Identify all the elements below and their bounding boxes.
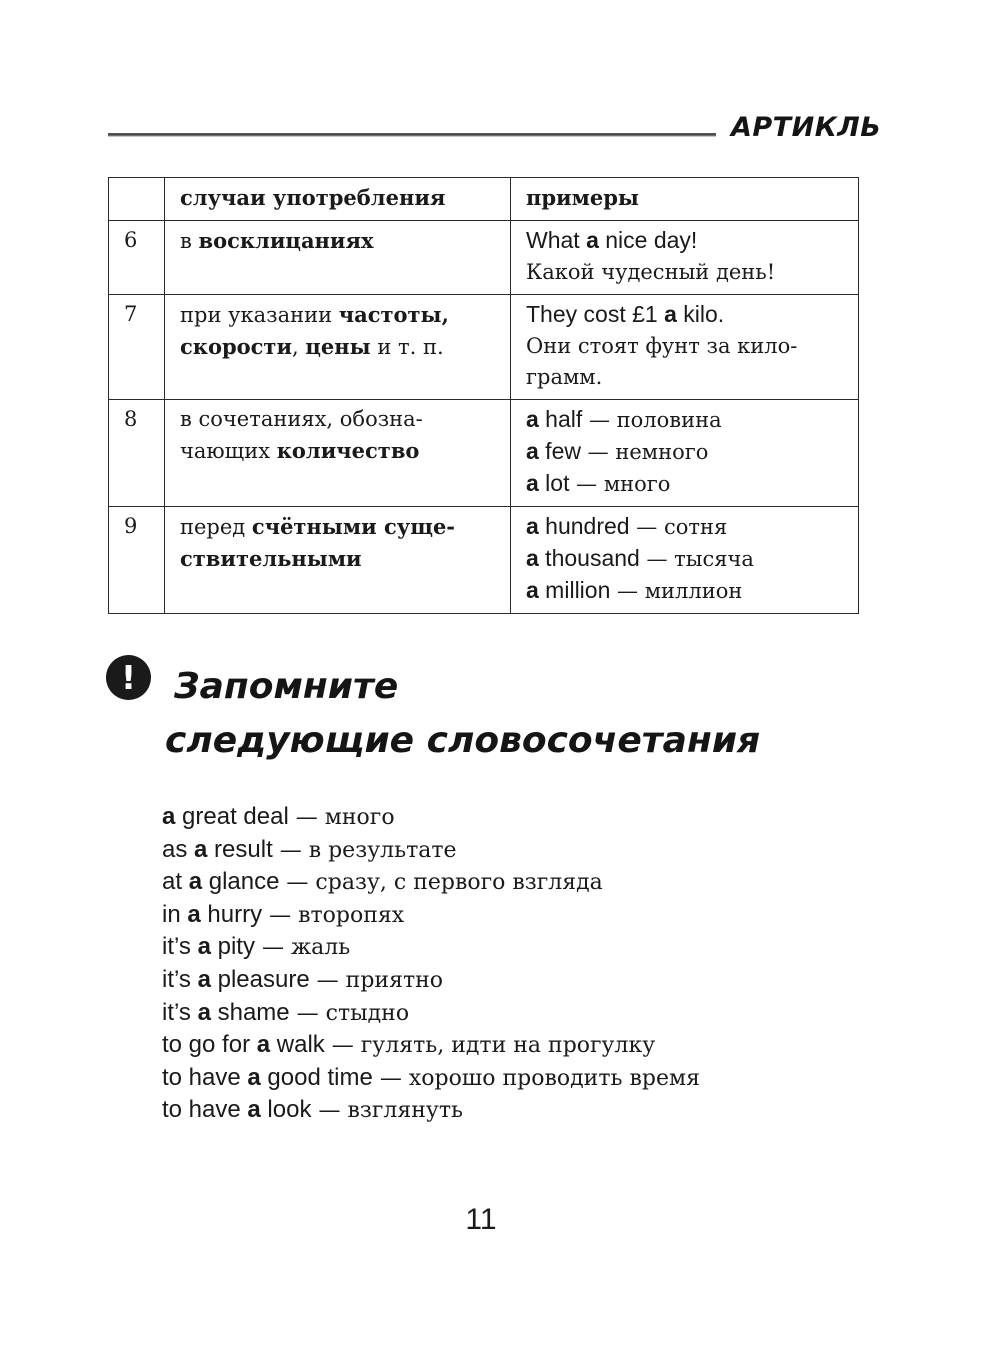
exclamation-icon: !: [106, 655, 151, 700]
phrase-word: great deal: [175, 803, 289, 830]
example-translation: — половина: [582, 408, 722, 432]
example-article: a: [526, 577, 539, 603]
phrase-item: [162, 964, 922, 997]
table-row: [109, 507, 859, 614]
phrase-item: [162, 931, 922, 964]
usage-table: [108, 177, 859, 614]
usage-keyword: частоты,: [338, 302, 449, 327]
phrase-lead: at: [162, 868, 189, 896]
phrase-translation: — много: [288, 805, 395, 830]
row-examples: [511, 400, 859, 507]
notice-title-line2: следующие словосочетания: [165, 720, 761, 761]
example-line: [526, 331, 846, 393]
row-number: 6: [109, 221, 165, 295]
phrase-word: walk: [270, 1031, 325, 1059]
example-english: thousand: [538, 545, 640, 571]
example-article: a: [664, 301, 677, 327]
header-usage: случаи употребления: [165, 178, 511, 221]
example-english: nice day!: [598, 227, 698, 253]
row-number: 8: [109, 400, 165, 507]
phrase-lead: to go for: [162, 1031, 257, 1059]
example-line: [526, 299, 846, 331]
example-english: hundred: [538, 513, 630, 539]
example-translation: — много: [569, 472, 671, 496]
usage-keyword: счётными суще-ствительными: [180, 514, 456, 571]
phrase-translation: — гулять, идти на прогулку: [324, 1033, 656, 1059]
example-line: [526, 436, 846, 468]
phrase-translation: — хорошо проводить время: [372, 1065, 700, 1091]
phrase-article: a: [197, 998, 211, 1026]
usage-keyword: количество: [276, 438, 420, 463]
example-article: a: [526, 545, 539, 571]
phrase-item: [162, 801, 922, 834]
example-english: few: [538, 438, 581, 464]
phrase-article: a: [256, 1031, 271, 1059]
phrase-list: [162, 801, 922, 1127]
row-number: 9: [109, 507, 165, 614]
phrase-word: glance: [202, 868, 280, 896]
phrase-lead: to have: [162, 1063, 248, 1091]
header-examples: примеры: [511, 178, 859, 221]
example-article: a: [526, 470, 539, 496]
phrase-lead: it’s: [162, 998, 198, 1026]
example-translation: Какой чудесный день!: [526, 260, 776, 284]
phrase-translation: — приятно: [309, 967, 444, 993]
example-translation: Они стоят фунт за кило-грамм.: [526, 334, 798, 389]
phrase-translation: — в результате: [272, 837, 457, 863]
example-line: [526, 543, 846, 575]
example-translation: — миллион: [610, 579, 743, 603]
header-number: [109, 178, 165, 221]
row-number: 7: [109, 295, 165, 400]
phrase-item: [162, 997, 922, 1030]
phrase-item: [162, 1062, 922, 1095]
phrase-item: [162, 1029, 922, 1062]
usage-keyword: восклицаниях: [198, 228, 374, 253]
usage-keyword: скорости: [180, 334, 293, 359]
example-english: What: [526, 227, 587, 253]
phrase-item: [162, 866, 922, 899]
table-row: [109, 221, 859, 295]
usage-text: при указании: [180, 303, 339, 327]
phrase-word: hurry: [200, 900, 263, 928]
phrase-translation: — взглянуть: [311, 1098, 463, 1124]
example-article: a: [526, 406, 539, 432]
phrase-article: a: [188, 868, 203, 896]
table-body: [109, 221, 859, 614]
phrase-article: a: [197, 933, 211, 961]
example-line: [526, 468, 846, 500]
row-usage: [165, 400, 511, 507]
phrase-word: look: [260, 1096, 312, 1124]
usage-text: перед: [180, 515, 252, 539]
example-translation: — немного: [580, 440, 709, 464]
phrase-word: shame: [210, 998, 290, 1026]
usage-text: и т. п.: [370, 335, 444, 359]
usage-text: ,: [292, 335, 306, 359]
phrase-translation: — стыдно: [289, 1000, 410, 1026]
phrase-article: a: [194, 835, 208, 863]
notice-title: [165, 660, 865, 768]
phrase-word: pleasure: [210, 965, 310, 993]
section-title: АРТИКЛЬ: [731, 112, 882, 143]
usage-keyword: цены: [305, 334, 371, 359]
example-english: half: [538, 406, 583, 432]
phrase-item: [162, 899, 922, 932]
example-english: million: [538, 577, 611, 603]
phrase-article: a: [247, 1096, 261, 1124]
example-article: a: [526, 438, 539, 464]
row-usage: [165, 295, 511, 400]
example-article: a: [586, 227, 599, 253]
example-translation: — тысяча: [639, 547, 754, 571]
table-header-row: [109, 178, 859, 221]
phrase-lead: as: [162, 835, 195, 863]
example-english: They cost £1: [526, 301, 665, 327]
phrase-lead: in: [162, 900, 188, 928]
example-line: [526, 404, 846, 436]
page-number: 11: [465, 1203, 497, 1236]
row-examples: [511, 295, 859, 400]
header-rule: [108, 133, 716, 136]
phrase-word: result: [207, 835, 273, 863]
phrase-word: good time: [260, 1063, 373, 1091]
phrase-item: [162, 1094, 922, 1127]
example-english: kilo.: [676, 301, 725, 327]
phrase-translation: — второпях: [262, 902, 405, 928]
phrase-translation: — сразу, с первого взгляда: [279, 870, 603, 896]
row-usage: [165, 221, 511, 295]
phrase-article: a: [197, 965, 211, 993]
table-row: [109, 400, 859, 507]
example-line: [526, 225, 846, 257]
notice-title-line1: Запомните: [174, 666, 399, 707]
phrase-article: a: [162, 803, 176, 830]
example-english: lot: [538, 470, 570, 496]
row-usage: [165, 507, 511, 614]
phrase-lead: it’s: [162, 965, 198, 993]
phrase-lead: to have: [162, 1096, 248, 1124]
phrase-word: pity: [210, 933, 255, 961]
example-translation: — сотня: [629, 515, 728, 539]
usage-text: в сочетаниях, обозна-чающих: [180, 407, 423, 463]
row-examples: [511, 221, 859, 295]
example-line: [526, 257, 846, 288]
table-row: [109, 295, 859, 400]
example-line: [526, 511, 846, 543]
phrase-translation: — жаль: [254, 935, 351, 961]
example-article: a: [526, 513, 539, 539]
phrase-article: a: [187, 900, 201, 928]
row-examples: [511, 507, 859, 614]
example-line: [526, 575, 846, 607]
phrase-article: a: [247, 1063, 261, 1091]
phrase-lead: it’s: [162, 933, 198, 961]
phrase-item: [162, 834, 922, 867]
usage-text: в: [180, 229, 199, 253]
